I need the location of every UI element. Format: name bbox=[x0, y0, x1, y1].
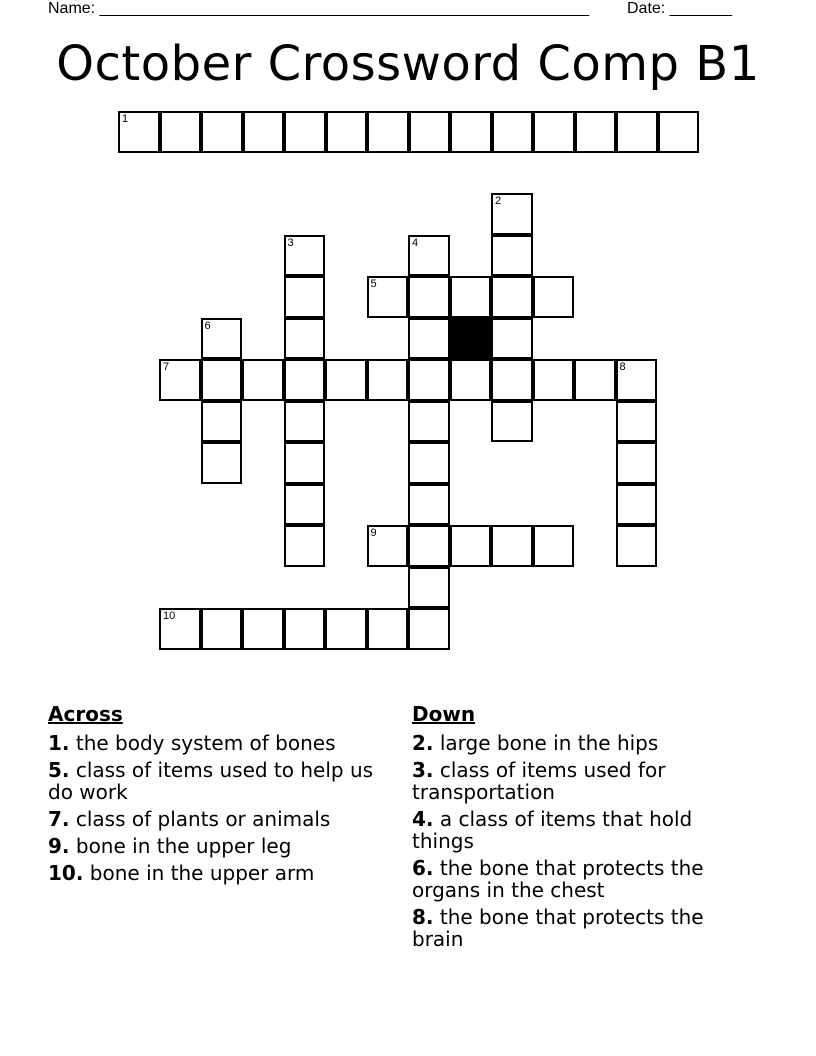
clue-across-1: 1. the body system of bones bbox=[48, 731, 336, 755]
crossword-cell[interactable] bbox=[284, 276, 326, 318]
crossword-cell[interactable] bbox=[325, 359, 367, 401]
crossword-cell[interactable] bbox=[284, 318, 326, 360]
clue-across-10: 10. bone in the upper arm bbox=[48, 861, 315, 885]
page-title: October Crossword Comp B1 bbox=[56, 36, 760, 92]
crossword-cell[interactable] bbox=[408, 484, 450, 526]
crossword-cell[interactable] bbox=[325, 608, 367, 650]
clue-down-6: 6. the bone that protects the organs in the chest bbox=[412, 856, 704, 902]
crossword-cell[interactable] bbox=[326, 111, 368, 153]
crossword-cell[interactable] bbox=[201, 401, 243, 443]
crossword-cell[interactable] bbox=[118, 111, 160, 153]
clue-down-4: 4. a class of items that hold things bbox=[412, 807, 693, 853]
crossword-cell[interactable] bbox=[491, 359, 533, 401]
crossword-cell[interactable] bbox=[160, 111, 202, 153]
crossword-cell[interactable] bbox=[575, 111, 617, 153]
crossword-cell[interactable] bbox=[533, 525, 575, 567]
across-heading: Across bbox=[48, 702, 123, 726]
across-clues bbox=[48, 702, 378, 889]
crossword-cell[interactable] bbox=[408, 608, 450, 650]
crossword-cell[interactable] bbox=[408, 401, 450, 443]
crossword-cell[interactable] bbox=[201, 359, 243, 401]
crossword-cell[interactable] bbox=[450, 525, 492, 567]
clue-number: 9 bbox=[370, 527, 377, 539]
crossword-cell[interactable] bbox=[284, 484, 326, 526]
crossword-cell[interactable] bbox=[408, 359, 450, 401]
crossword-cell[interactable] bbox=[616, 401, 658, 443]
crossword-cell[interactable] bbox=[409, 111, 451, 153]
crossword-cell[interactable] bbox=[284, 608, 326, 650]
crossword-cell[interactable] bbox=[284, 442, 326, 484]
crossword-cell[interactable] bbox=[491, 318, 533, 360]
crossword-cell[interactable] bbox=[408, 276, 450, 318]
crossword-cell[interactable] bbox=[616, 359, 658, 401]
date-blank[interactable]: _______ bbox=[669, 0, 732, 17]
name-blank[interactable]: _______________________________________________________ bbox=[99, 0, 589, 17]
crossword-cell[interactable] bbox=[533, 111, 575, 153]
crossword-cell[interactable] bbox=[491, 401, 533, 443]
crossword-cell[interactable] bbox=[243, 111, 285, 153]
crossword-cell[interactable] bbox=[450, 111, 492, 153]
crossword-cell[interactable] bbox=[367, 525, 409, 567]
crossword-cell[interactable] bbox=[367, 359, 409, 401]
clue-number: 8 bbox=[619, 361, 626, 373]
crossword-cell[interactable] bbox=[491, 193, 533, 235]
clue-across-7: 7. class of plants or animals bbox=[48, 807, 331, 831]
crossword-cell[interactable] bbox=[159, 359, 201, 401]
crossword-cell[interactable] bbox=[284, 401, 326, 443]
crossword-cell[interactable] bbox=[533, 359, 575, 401]
crossword-cell[interactable] bbox=[408, 318, 450, 360]
crossword-cell[interactable] bbox=[284, 525, 326, 567]
name-label: Name: bbox=[48, 0, 96, 17]
clue-across-5: 5. class of items used to help us do work bbox=[48, 758, 374, 804]
crossword-cell[interactable] bbox=[408, 525, 450, 567]
crossword-cell[interactable] bbox=[242, 608, 284, 650]
crossword-cell[interactable] bbox=[616, 525, 658, 567]
crossword-cell[interactable] bbox=[408, 235, 450, 277]
crossword-cell[interactable] bbox=[616, 484, 658, 526]
clue-down-8: 8. the bone that protects the brain bbox=[412, 905, 704, 951]
clue-number: 1 bbox=[122, 113, 129, 125]
clue-number: 3 bbox=[287, 236, 294, 249]
clue-across-9: 9. bone in the upper leg bbox=[48, 834, 292, 858]
crossword-cell[interactable] bbox=[284, 111, 326, 153]
crossword-cell[interactable] bbox=[242, 359, 284, 401]
clue-number: 6 bbox=[204, 319, 211, 332]
crossword-cell[interactable] bbox=[450, 276, 492, 318]
crossword-cell[interactable] bbox=[491, 235, 533, 277]
crossword-cell[interactable] bbox=[492, 111, 534, 153]
clue-number: 4 bbox=[412, 236, 419, 249]
crossword-cell[interactable] bbox=[658, 111, 700, 153]
crossword-cell[interactable] bbox=[201, 442, 243, 484]
crossword-cell[interactable] bbox=[367, 276, 409, 318]
crossword-cell[interactable] bbox=[201, 318, 243, 360]
crossword-cell[interactable] bbox=[284, 235, 326, 277]
crossword-cell[interactable] bbox=[408, 442, 450, 484]
clue-number: 2 bbox=[495, 195, 502, 207]
black-cell bbox=[450, 318, 492, 360]
crossword-cell[interactable] bbox=[408, 567, 450, 609]
clue-number: 10 bbox=[163, 610, 176, 622]
crossword-cell[interactable] bbox=[201, 608, 243, 650]
crossword-cell[interactable] bbox=[201, 111, 243, 153]
clue-down-2: 2. large bone in the hips bbox=[412, 731, 659, 755]
crossword-cell[interactable] bbox=[491, 276, 533, 318]
crossword-cell[interactable] bbox=[450, 359, 492, 401]
crossword-cell[interactable] bbox=[616, 442, 658, 484]
clue-number: 5 bbox=[370, 278, 377, 290]
crossword-cell[interactable] bbox=[367, 608, 409, 650]
down-heading: Down bbox=[412, 702, 476, 726]
date-label: Date: bbox=[627, 0, 666, 17]
crossword-cell[interactable] bbox=[159, 608, 201, 650]
crossword-cell[interactable] bbox=[533, 276, 575, 318]
crossword-cell[interactable] bbox=[367, 111, 409, 153]
crossword-cell[interactable] bbox=[284, 359, 326, 401]
clue-number: 7 bbox=[163, 361, 170, 373]
crossword-cell[interactable] bbox=[491, 525, 533, 567]
down-clues bbox=[412, 702, 752, 955]
clue-down-3: 3. class of items used for transportation bbox=[412, 758, 666, 804]
crossword-cell[interactable] bbox=[616, 111, 658, 153]
crossword-cell[interactable] bbox=[574, 359, 616, 401]
